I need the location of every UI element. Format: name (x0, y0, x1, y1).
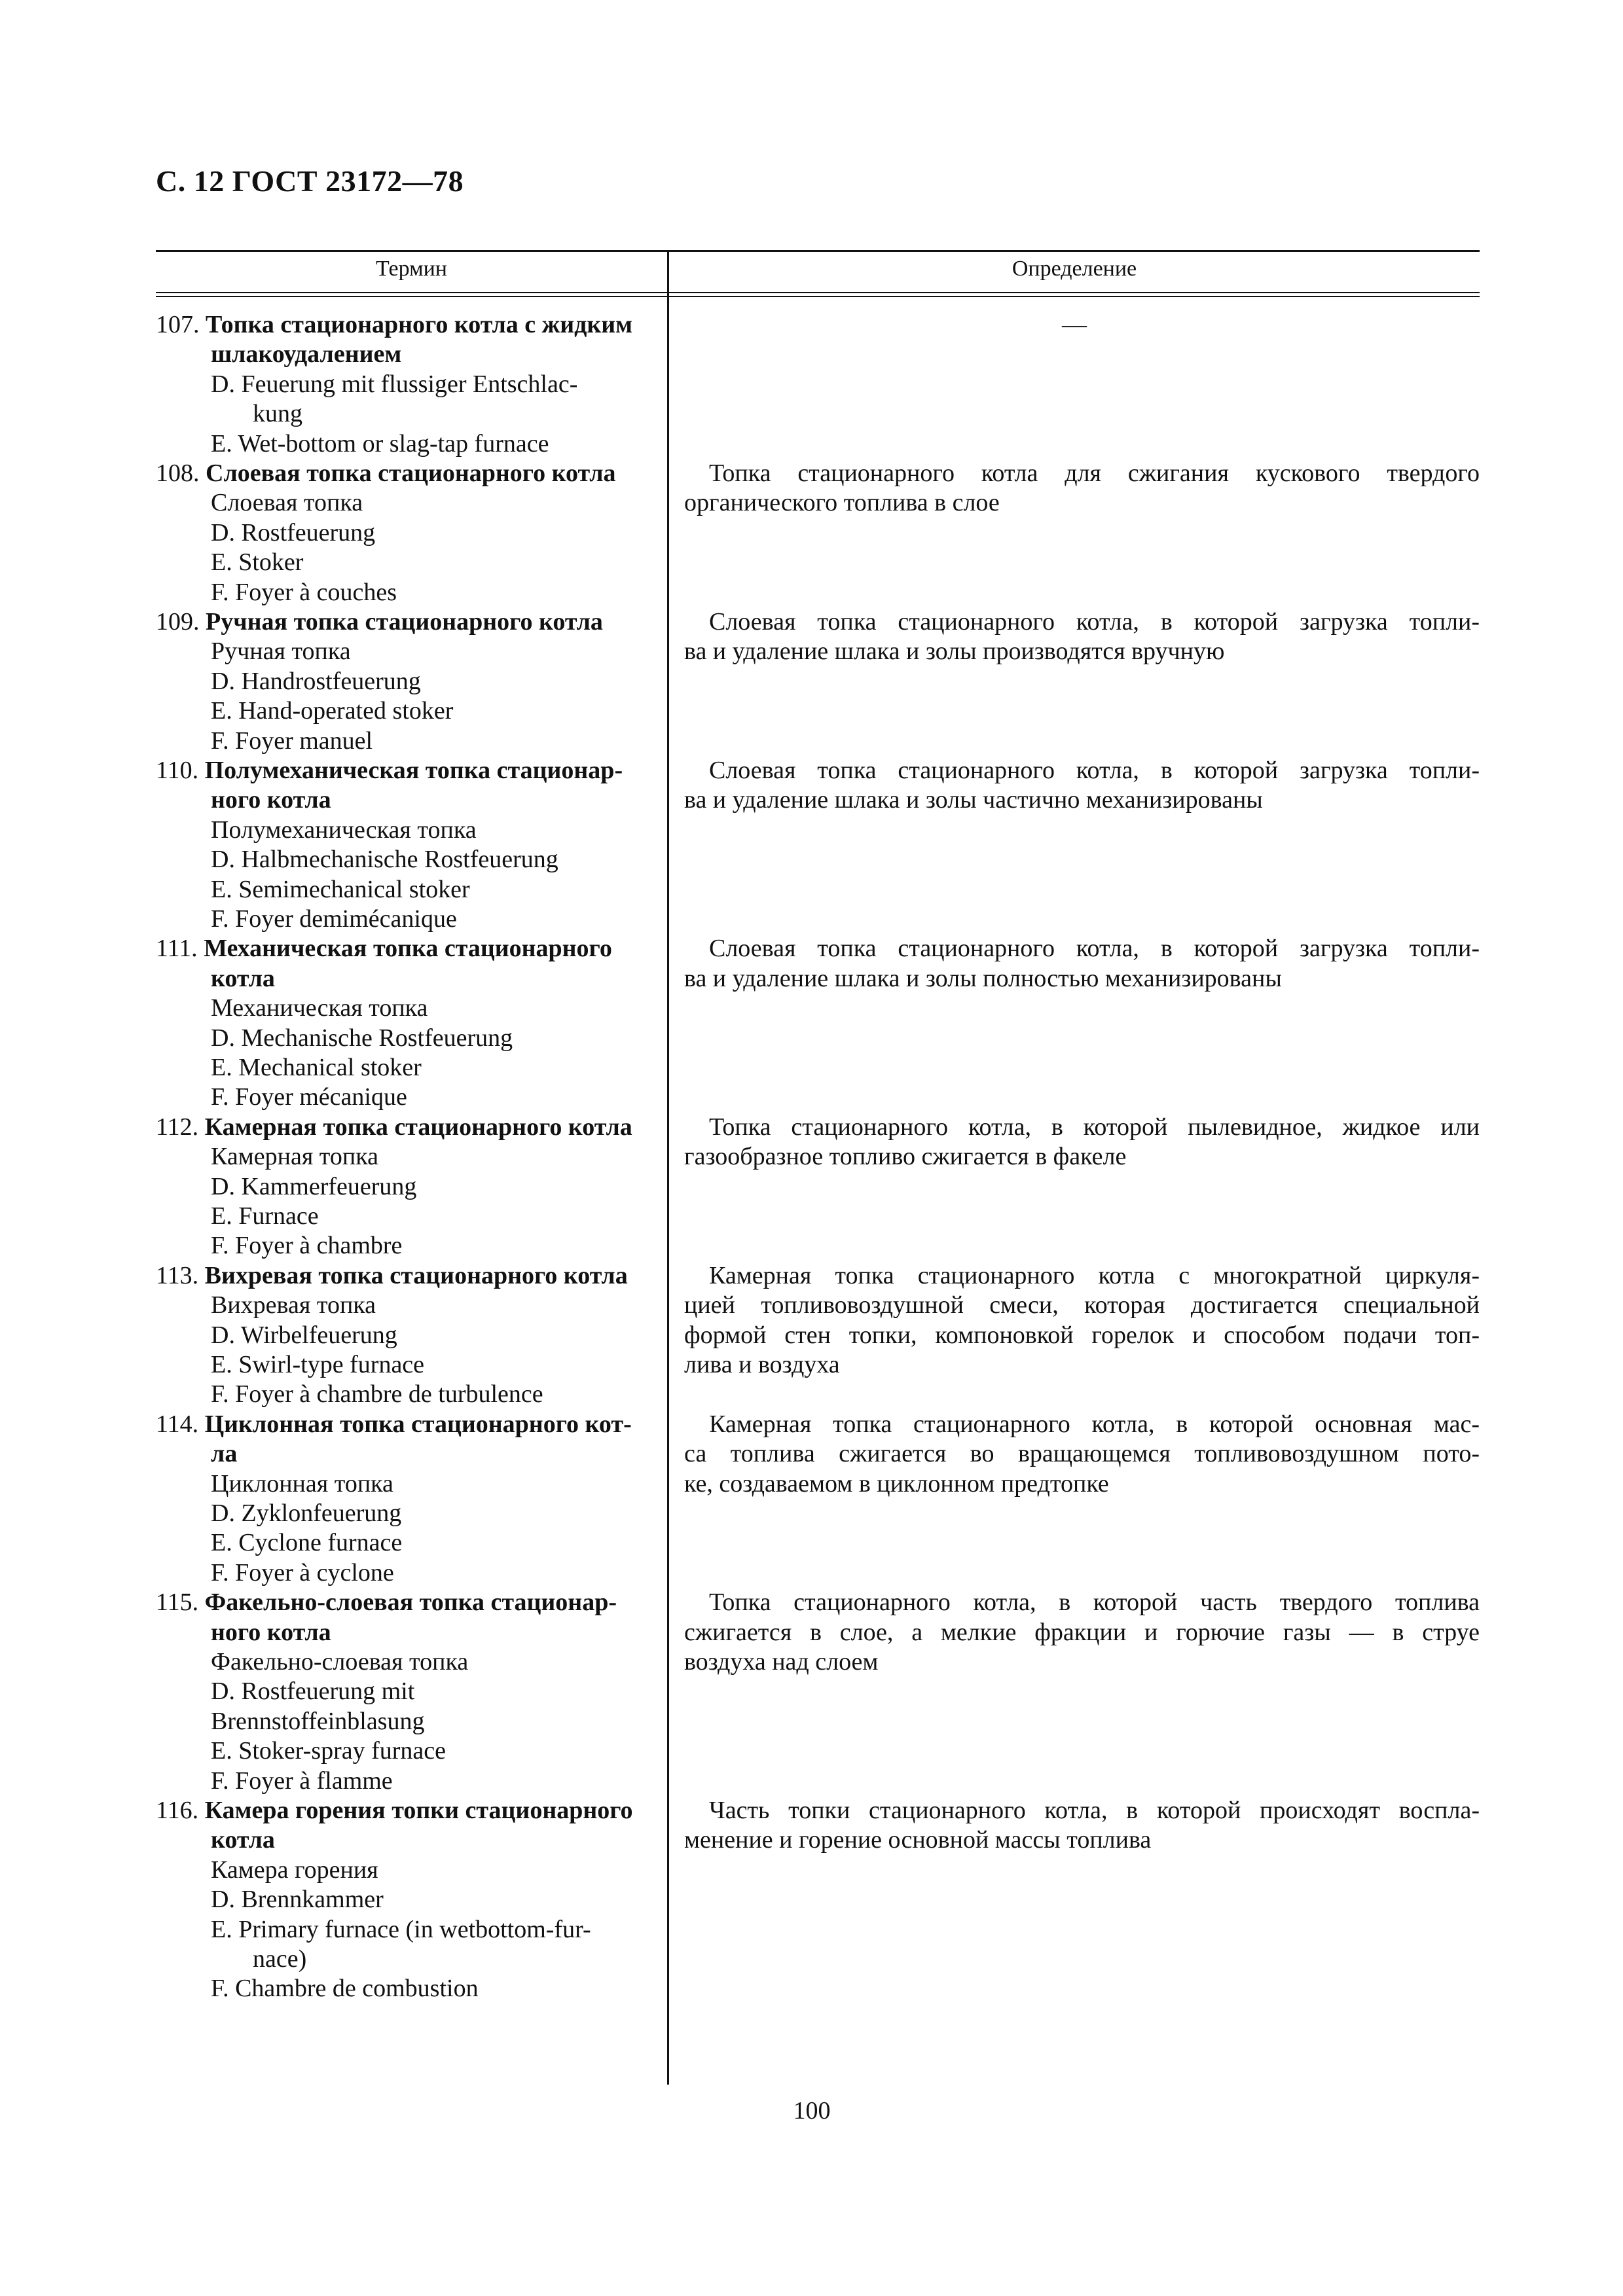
definition-line: формой стен топки, компоновкой горелок и способом подачи топ- (684, 1321, 1480, 1349)
english-equivalent: E. Hand-operated stoker (211, 697, 454, 725)
term-title: 111. Механическая топка стационарного (156, 935, 612, 963)
english-equivalent: E. Cyclone furnace (211, 1529, 403, 1557)
english-equivalent: E. Semimechanical stoker (211, 875, 470, 903)
definition-line: лива и воздуха (684, 1350, 840, 1378)
term-number: 108. (156, 459, 206, 487)
german-equivalent: D. Mechanische Rostfeuerung (211, 1024, 513, 1052)
short-term: Слоевая топка (211, 489, 363, 517)
french-equivalent: F. Foyer à chambre de turbulence (211, 1380, 543, 1408)
short-term: Камерная топка (211, 1143, 378, 1171)
definition-line: Часть топки стационарного котла, в которой происходят воспла- (709, 1797, 1480, 1824)
term-title: 115. Факельно-слоевая топка стационар- (156, 1588, 617, 1617)
definition-4 (684, 934, 1480, 994)
page-number: 100 (793, 2097, 831, 2125)
german-equivalent: D. Rostfeuerung mit (211, 1677, 415, 1706)
english-equivalent: E. Furnace (211, 1202, 319, 1230)
table-top-rule (156, 250, 1480, 252)
definition-line: ва и удаление шлака и золы частично механизированы (684, 786, 1263, 814)
german-equivalent: D. Kammerfeuerung (211, 1172, 417, 1200)
english-equivalent: E. Stoker (211, 548, 304, 577)
german-equivalent: D. Wirbelfeuerung (211, 1321, 397, 1349)
definition-line: Слоевая топка стационарного котла, в которой загрузка топли- (709, 935, 1480, 963)
definition-line: Камерная топка стационарного котла с многократной циркуля- (709, 1261, 1480, 1289)
short-term: Механическая топка (211, 994, 428, 1022)
term-title: 108. Слоевая топка стационарного котла (156, 459, 616, 487)
term-entry-0 (156, 310, 653, 459)
definition-line: ва и удаление шлака и золы производятся вручную (684, 637, 1225, 666)
term-number: 116. (156, 1797, 205, 1824)
term-title: 114. Циклонная топка стационарного кот- (156, 1410, 632, 1438)
german-equivalent: D. Rostfeuerung (211, 518, 376, 547)
term-entry-7 (156, 1410, 653, 1588)
french-equivalent: F. Foyer à couches (211, 578, 397, 606)
term-entry-6 (156, 1261, 653, 1410)
french-equivalent: F. Foyer à flamme (211, 1767, 393, 1795)
definition-line: сжигается в слое, а мелкие фракции и горючие газы — в струе (684, 1618, 1480, 1646)
german-equivalent: Brennstoffeinblasung (211, 1707, 425, 1735)
term-number: 107. (156, 311, 206, 338)
term-title-continuation: шлакоудалением (211, 340, 402, 368)
term-number: 112. (156, 1113, 205, 1141)
french-equivalent: F. Chambre de combustion (211, 1975, 479, 2003)
definition-line: Слоевая топка стационарного котла, в которой загрузка топли- (709, 608, 1480, 636)
definition-9 (684, 1796, 1480, 1856)
term-number: 109. (156, 608, 206, 636)
definition-1 (684, 459, 1480, 518)
column-header-definition: Определение (1012, 257, 1137, 281)
german-equivalent: D. Halbmechanische Rostfeuerung (211, 846, 558, 874)
english-equivalent: E. Swirl-type furnace (211, 1350, 425, 1378)
french-equivalent: F. Foyer mécanique (211, 1083, 407, 1111)
english-equivalent: E. Mechanical stoker (211, 1053, 422, 1081)
column-header-term: Термин (376, 257, 447, 281)
term-title: 109. Ручная топка стационарного котла (156, 608, 603, 636)
german-equivalent: D. Zyklonfeuerung (211, 1499, 402, 1527)
definition-7 (684, 1410, 1480, 1499)
column-divider (667, 250, 669, 2085)
term-title: 110. Полумеханическая топка стационар- (156, 757, 623, 784)
term-number: 111. (156, 935, 204, 963)
definition-line: воздуха над слоем (684, 1647, 879, 1676)
term-number: 113. (156, 1261, 205, 1289)
term-title: 112. Камерная топка стационарного котла (156, 1113, 632, 1141)
definition-line: ке, создаваемом в циклонном предтопке (684, 1469, 1109, 1498)
definition-line: Слоевая топка стационарного котла, в которой загрузка топли- (709, 757, 1480, 784)
short-term: Камера горения (211, 1856, 378, 1884)
english-equivalent: E. Stoker-spray furnace (211, 1737, 447, 1765)
english-equivalent: E. Wet-bottom or slag-tap furnace (211, 429, 549, 457)
english-equivalent: nace) (253, 1945, 307, 1973)
term-title-continuation: ла (211, 1440, 238, 1468)
definition-line: Топка стационарного котла, в которой пылевидное, жидкое или (709, 1113, 1480, 1141)
definition-8 (684, 1588, 1480, 1677)
term-entry-5 (156, 1113, 653, 1261)
term-title-continuation: котла (211, 1826, 275, 1854)
term-entry-2 (156, 607, 653, 756)
definition-line: цией топливовоздушной смеси, которая достигается специальной (684, 1291, 1480, 1319)
definition-5 (684, 1113, 1480, 1172)
german-equivalent: D. Handrostfeuerung (211, 667, 421, 695)
term-title: 116. Камера горения топки стационарного (156, 1797, 633, 1824)
term-entry-9 (156, 1796, 653, 2004)
german-equivalent: kung (253, 400, 302, 428)
term-title-continuation: котла (211, 964, 275, 992)
term-title-continuation: ного котла (211, 1618, 331, 1646)
definition-line: ва и удаление шлака и золы полностью механизированы (684, 964, 1282, 992)
french-equivalent: F. Foyer à chambre (211, 1232, 403, 1260)
term-title: 107. Топка стационарного котла с жидким (156, 311, 633, 338)
short-term: Вихревая топка (211, 1291, 376, 1319)
definition-line: газообразное топливо сжигается в факеле (684, 1143, 1127, 1171)
definition-line: органического топлива в слое (684, 489, 1000, 517)
term-number: 114. (156, 1410, 205, 1438)
short-term: Полумеханическая топка (211, 816, 477, 844)
definition-line: Топка стационарного котла для сжигания кускового твердого (709, 459, 1480, 487)
definition-2 (684, 607, 1480, 667)
french-equivalent: F. Foyer demimécanique (211, 905, 457, 933)
german-equivalent: D. Brennkammer (211, 1886, 384, 1914)
short-term: Ручная топка (211, 637, 351, 666)
definition-line: са топлива сжигается во вращающемся топливовоздушном пото- (684, 1440, 1480, 1468)
header-rule-lower (156, 296, 1480, 297)
term-title-continuation: ного котла (211, 786, 331, 814)
page-header: С. 12 ГОСТ 23172—78 (156, 164, 464, 198)
term-entry-3 (156, 756, 653, 934)
french-equivalent: F. Foyer manuel (211, 726, 373, 755)
short-term: Циклонная топка (211, 1469, 393, 1498)
term-entry-8 (156, 1588, 653, 1796)
term-title: 113. Вихревая топка стационарного котла (156, 1261, 628, 1289)
term-number: 115. (156, 1588, 205, 1617)
german-equivalent: D. Feuerung mit flussiger Entschlac- (211, 370, 578, 398)
term-entry-4 (156, 934, 653, 1112)
english-equivalent: E. Primary furnace (in wetbottom-fur- (211, 1915, 591, 1943)
definition-line: менение и горение основной массы топлива (684, 1826, 1152, 1854)
term-entry-1 (156, 459, 653, 607)
definition-6 (684, 1261, 1480, 1380)
term-number: 110. (156, 757, 205, 784)
french-equivalent: F. Foyer à cyclone (211, 1558, 394, 1587)
empty-definition-dash: — (1062, 311, 1087, 338)
definition-3 (684, 756, 1480, 816)
short-term: Факельно-слоевая топка (211, 1647, 469, 1676)
header-rule-upper (156, 292, 1480, 293)
definition-line: Камерная топка стационарного котла, в которой основная мас- (709, 1410, 1480, 1438)
definition-line: Топка стационарного котла, в которой часть твердого топлива (709, 1588, 1480, 1617)
